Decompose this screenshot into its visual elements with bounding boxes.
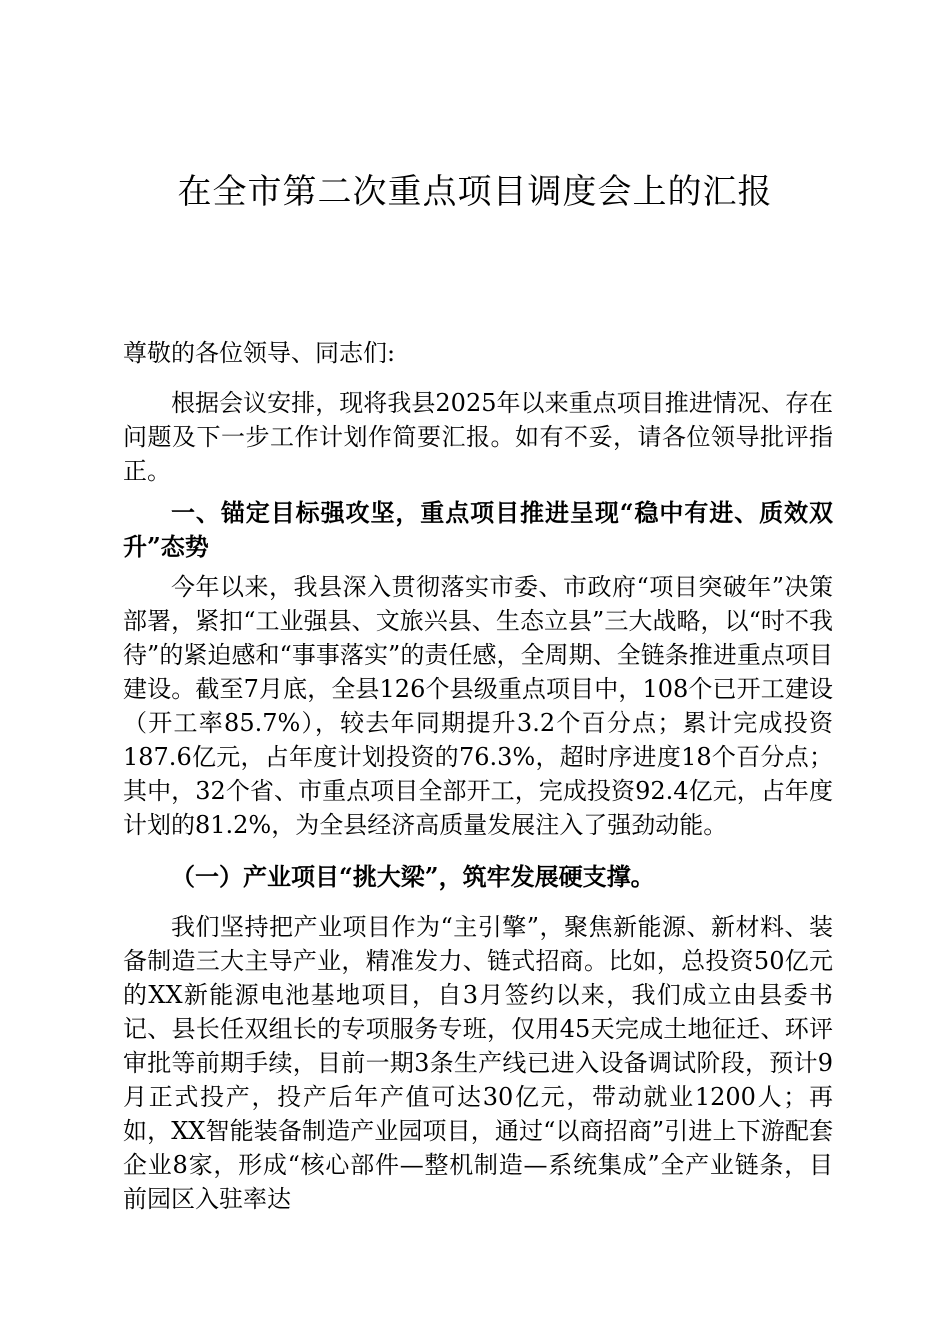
subsection-heading-1: （一）产业项目“挑大梁”，筑牢发展硬支撑。 xyxy=(171,862,655,891)
section-heading-1: 一、锚定目标强攻坚，重点项目推进呈现“稳中有进、质效双升”态势 xyxy=(123,498,833,561)
intro-paragraph: 根据会议安排，现将我县2025年以来重点项目推进情况、存在问题及下一步工作计划作简要汇报。如有不妥，请各位领导批评指正。 xyxy=(123,389,833,485)
document-title: 在全市第二次重点项目调度会上的汇报 xyxy=(177,172,773,212)
salutation: 尊敬的各位领导、同志们: xyxy=(123,339,396,367)
subsection-paragraph-1: 我们坚持把产业项目作为“主引擎”，聚焦新能源、新材料、装备制造三大主导产业，精准发力、链式招商。比如，总投资50亿元的XX新能源电池基地项目，自3月签约以来，我们成立由县委书记、县长任双组长的专项服务专班，仅用45天完成土地征迁、环评审批等前期手续，目前一期3条生产线已进入设备调试阶段，预计9月正式投产，投产后年产值可达30亿元，带动就业1200人；再如，XX智能装备制造产业园项目，通过“以商招商”引进上下游配套企业8家，形成“核心部件—整机制造—系统集成”全产业链条，目前园区入驻率达 xyxy=(123,913,833,1213)
section-paragraph-1: 今年以来，我县深入贯彻落实市委、市政府“项目突破年”决策部署，紧扣“工业强县、文旅兴县、生态立县”三大战略，以“时不我待”的紧迫感和“事事落实”的责任感，全周期、全链条推进重点项目建设。截至7月底，全县126个县级重点项目中，108个已开工建设（开工率85.7%），较去年同期提升3.2个百分点；累计完成投资187.6亿元，占年度计划投资的76.3%，超时序进度18个百分点；其中，32个省、市重点项目全部开工，完成投资92.4亿元，占年度计划的81.2%，为全县经济高质量发展注入了强劲动能。 xyxy=(123,573,833,839)
